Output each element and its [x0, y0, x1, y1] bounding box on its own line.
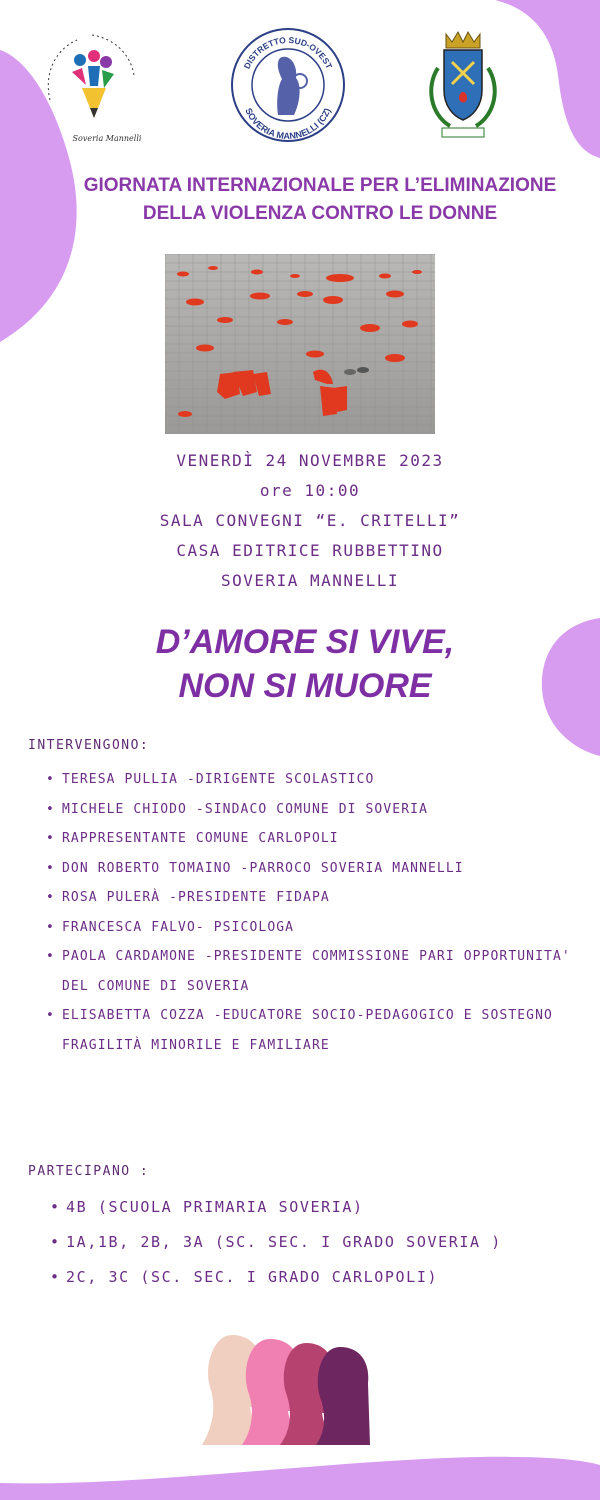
- main-title-line1: GIORNATA INTERNAZIONALE PER L’ELIMINAZIONE: [83, 175, 557, 196]
- main-title-line2: DELLA VIOLENZA CONTRO LE DONNE: [142, 203, 498, 224]
- participants-list: [50, 1190, 550, 1295]
- event-venue: SALA CONVEGNI “E. CRITELLI”: [159, 511, 461, 530]
- slogan: [0, 620, 600, 708]
- list-item: • DON ROBERTO TOMAINO -PARROCO SOVERIA MANNELLI: [46, 854, 591, 884]
- list-item: • TERESA PULLIA -DIRIGENTE SCOLASTICO: [46, 765, 591, 795]
- list-item: • PAOLA CARDAMONE -PRESIDENTE COMMISSIONE PARI OPPORTUNITA' DEL COMUNE DI SOVERIA: [46, 942, 591, 1001]
- slogan-line1: D’AMORE SI VIVE,: [155, 623, 455, 661]
- list-item: • 1A,1B, 2B, 3A (SC. SEC. I GRADO SOVERIA ): [50, 1225, 550, 1260]
- event-time: ore 10:00: [259, 481, 361, 500]
- list-item: • FRANCESCA FALVO- PSICOLOGA: [46, 913, 591, 943]
- speakers-list: [46, 765, 591, 1060]
- list-item: • 2C, 3C (SC. SEC. I GRADO CARLOPOLI): [50, 1260, 550, 1295]
- event-town: SOVERIA MANNELLI: [220, 571, 400, 590]
- event-date: VENERDÌ 24 NOVEMBRE 2023: [176, 451, 444, 470]
- svg-text:SOVERIA MANNELLI (CZ): SOVERIA MANNELLI (CZ): [243, 106, 333, 142]
- list-item: • ROSA PULERÀ -PRESIDENTE FIDAPA: [46, 883, 591, 913]
- participants-heading: PARTECIPANO :: [28, 1164, 150, 1179]
- svg-text:DISTRETTO SUD-OVEST: DISTRETTO SUD-OVEST: [241, 34, 335, 71]
- slogan-line2: NON SI MUORE: [178, 667, 432, 705]
- school-logo: [42, 30, 142, 143]
- list-item: • ELISABETTA COZZA -EDUCATORE SOCIO-PEDAGOGICO E SOSTEGNO FRAGILITÀ MINORILE E FAMILIARE: [46, 1001, 591, 1060]
- women-silhouettes-icon: [202, 1335, 370, 1445]
- town-crest: [418, 28, 508, 146]
- list-item: • RAPPRESENTANTE COMUNE CARLOPOLI: [46, 824, 591, 854]
- red-shoes-photo: [165, 254, 435, 434]
- bottom-wave: [0, 1445, 600, 1500]
- speakers-heading: INTERVENGONO:: [28, 738, 150, 753]
- crest-icon: [418, 28, 508, 146]
- main-title: [40, 172, 600, 228]
- school-logo-caption: Soveria Mannelli: [72, 134, 142, 143]
- fidapa-logo: [228, 23, 348, 148]
- list-item: • 4B (SCUOLA PRIMARIA SOVERIA): [50, 1190, 550, 1225]
- school-emblem-icon: [42, 30, 142, 130]
- event-host: CASA EDITRICE RUBBETTINO: [176, 541, 444, 560]
- fidapa-seal-icon: [228, 23, 348, 148]
- event-details: [40, 446, 580, 596]
- logos-row: [0, 18, 600, 148]
- list-item: • MICHELE CHIODO -SINDACO COMUNE DI SOVERIA: [46, 795, 591, 825]
